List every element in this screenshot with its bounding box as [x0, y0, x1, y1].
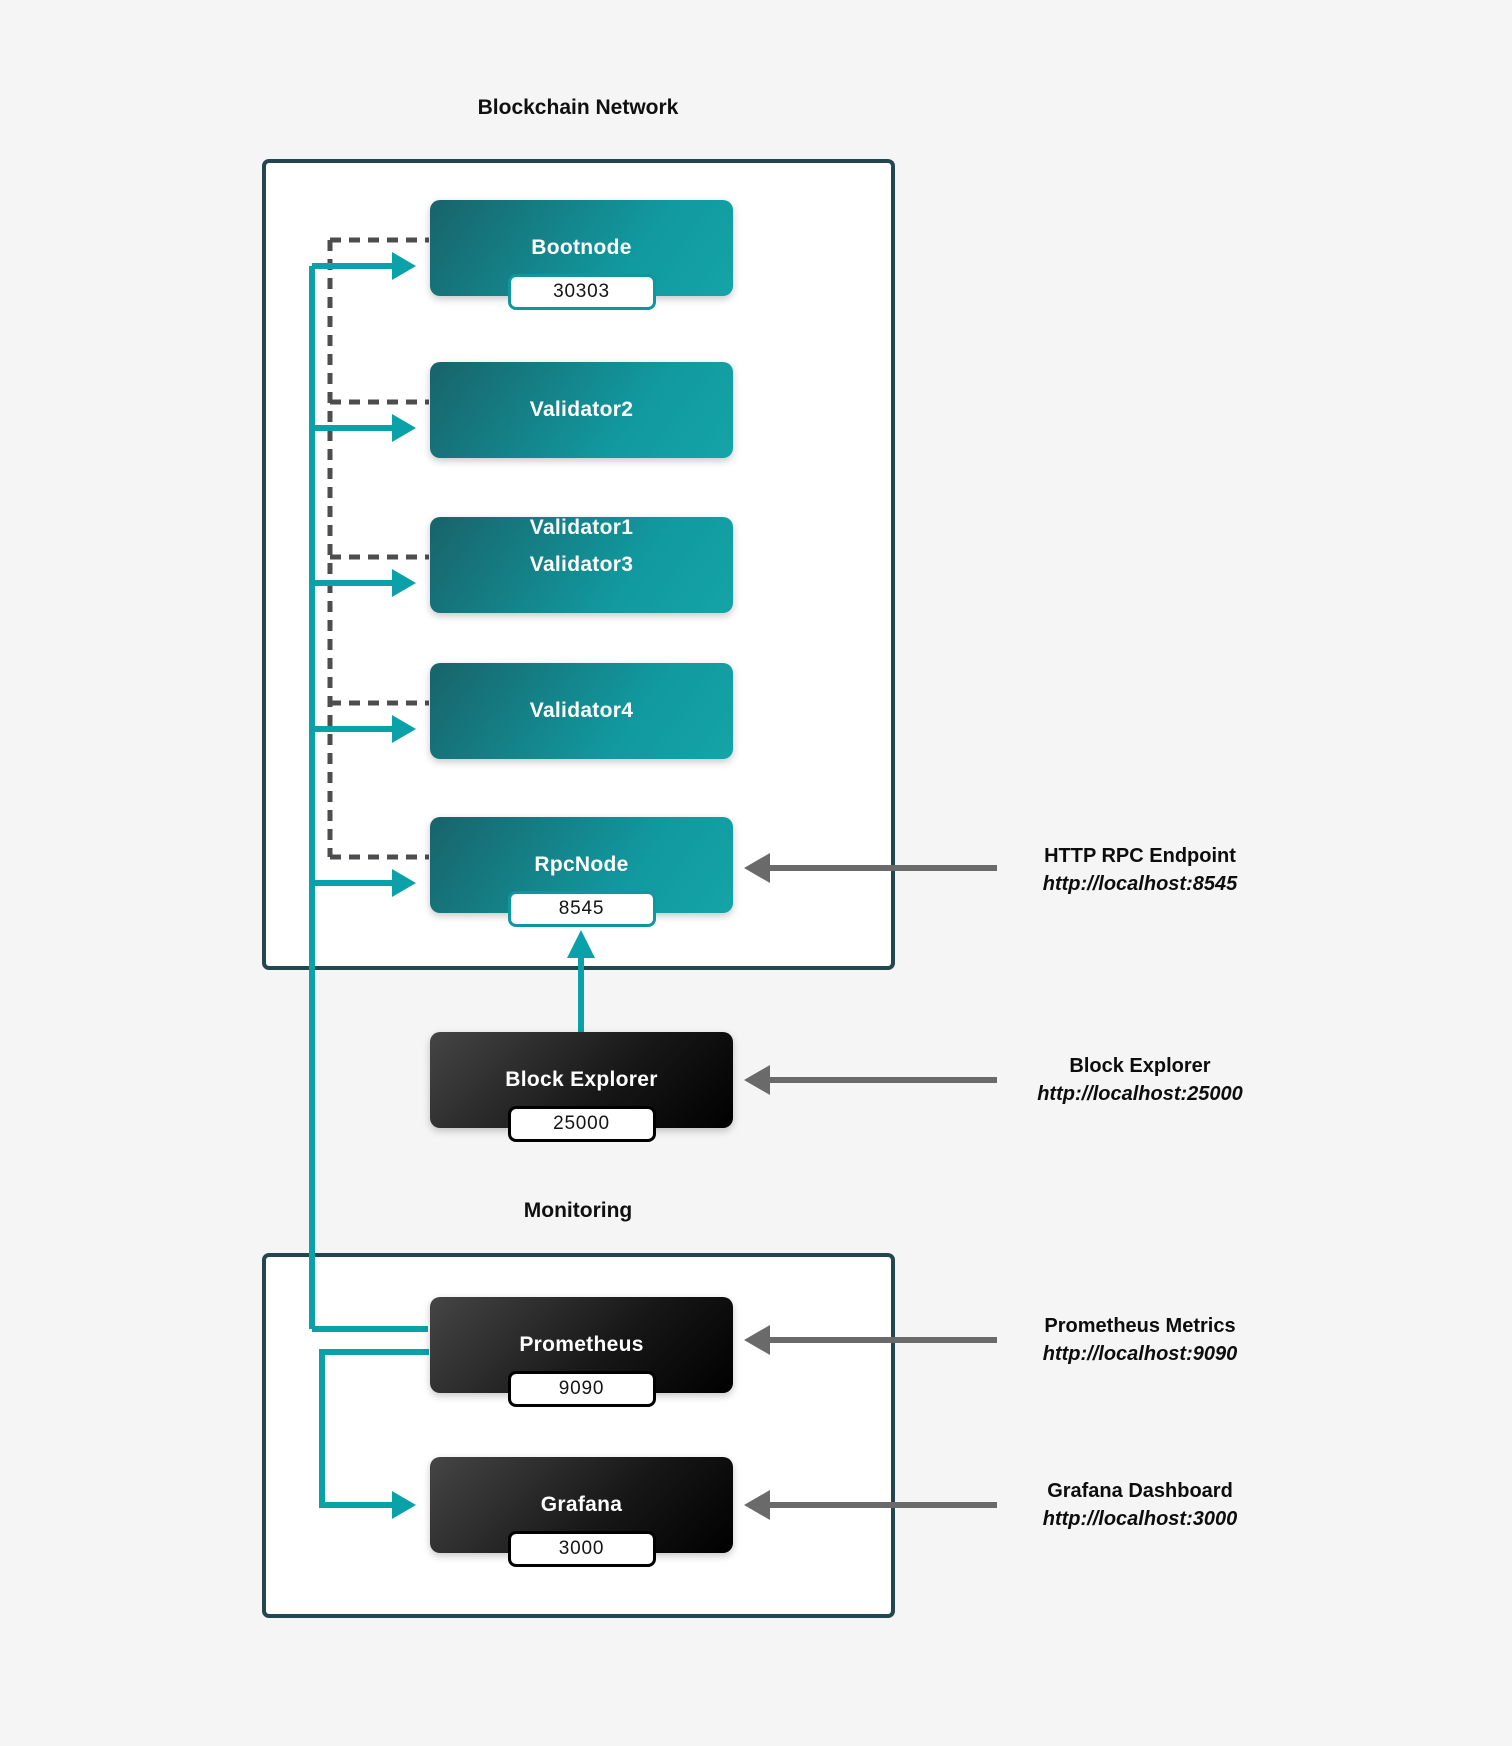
- arrowhead-into-bootnode: [392, 252, 416, 280]
- blockchain-network-title: Blockchain Network: [477, 96, 679, 119]
- node-block-explorer: [430, 1032, 733, 1134]
- node-validator4: [430, 663, 733, 759]
- annotation-url: http://localhost:9090: [1042, 1343, 1238, 1365]
- arrowhead-into-rpc-endpoint: [744, 853, 770, 883]
- arrowhead-into-grafana: [392, 1491, 416, 1519]
- annotation-http-rpc-endpoint: [950, 842, 1330, 898]
- node-bootnode-label: Bootnode: [531, 236, 632, 259]
- monitoring-title: Monitoring: [523, 1199, 633, 1222]
- arrowhead-into-block-explorer: [744, 1065, 770, 1095]
- node-validator4-label: Validator4: [529, 699, 634, 722]
- annotation-prometheus-metrics: [950, 1312, 1330, 1368]
- prometheus-port-badge: 9090: [508, 1371, 656, 1407]
- annotation-url: http://localhost:3000: [1042, 1508, 1238, 1530]
- arrowhead-into-validator4: [392, 715, 416, 743]
- node-bootnode: [430, 200, 733, 302]
- bootnode-port-badge: 30303: [508, 274, 656, 310]
- arrowhead-into-grafana-node: [744, 1490, 770, 1520]
- arrowhead-into-prometheus: [744, 1325, 770, 1355]
- annotation-url: http://localhost:8545: [1042, 873, 1238, 895]
- node-block-explorer-label: Block Explorer: [505, 1068, 658, 1091]
- arrowhead-up-into-rpc-port: [567, 930, 595, 958]
- annotation-title: Block Explorer: [1069, 1055, 1211, 1077]
- arrowhead-into-rpcnode: [392, 869, 416, 897]
- arrowhead-into-validator3: [392, 569, 416, 597]
- arrowhead-into-validator2: [392, 414, 416, 442]
- annotation-title: Grafana Dashboard: [1047, 1480, 1233, 1502]
- node-validator2-label: Validator2: [529, 398, 634, 421]
- annotation-title: HTTP RPC Endpoint: [1044, 845, 1236, 867]
- annotation-grafana-dashboard: [950, 1477, 1330, 1533]
- node-grafana: [430, 1457, 733, 1559]
- node-rpcnode-label: RpcNode: [534, 853, 629, 876]
- node-prometheus: [430, 1297, 733, 1399]
- node-validator2: [430, 362, 733, 458]
- annotation-url: http://localhost:25000: [1037, 1083, 1243, 1105]
- rpcnode-port-badge: 8545: [508, 891, 656, 927]
- line-prometheus-to-grafana: [322, 1352, 429, 1505]
- node-validator3: [430, 517, 733, 613]
- annotation-arrows: [744, 853, 997, 1520]
- annotation-title: Prometheus Metrics: [1044, 1315, 1236, 1337]
- annotation-block-explorer: [950, 1052, 1330, 1108]
- peer-connection-dashed-lines: [330, 240, 429, 857]
- block-explorer-port-badge: 25000: [508, 1106, 656, 1142]
- node-validator3-label: Validator3: [529, 553, 634, 576]
- grafana-port-badge: 3000: [508, 1531, 656, 1567]
- node-prometheus-label: Prometheus: [519, 1333, 644, 1356]
- node-rpcnode: [430, 817, 733, 919]
- node-grafana-label: Grafana: [540, 1493, 623, 1516]
- hidden-validator1-label: Validator1: [529, 516, 634, 539]
